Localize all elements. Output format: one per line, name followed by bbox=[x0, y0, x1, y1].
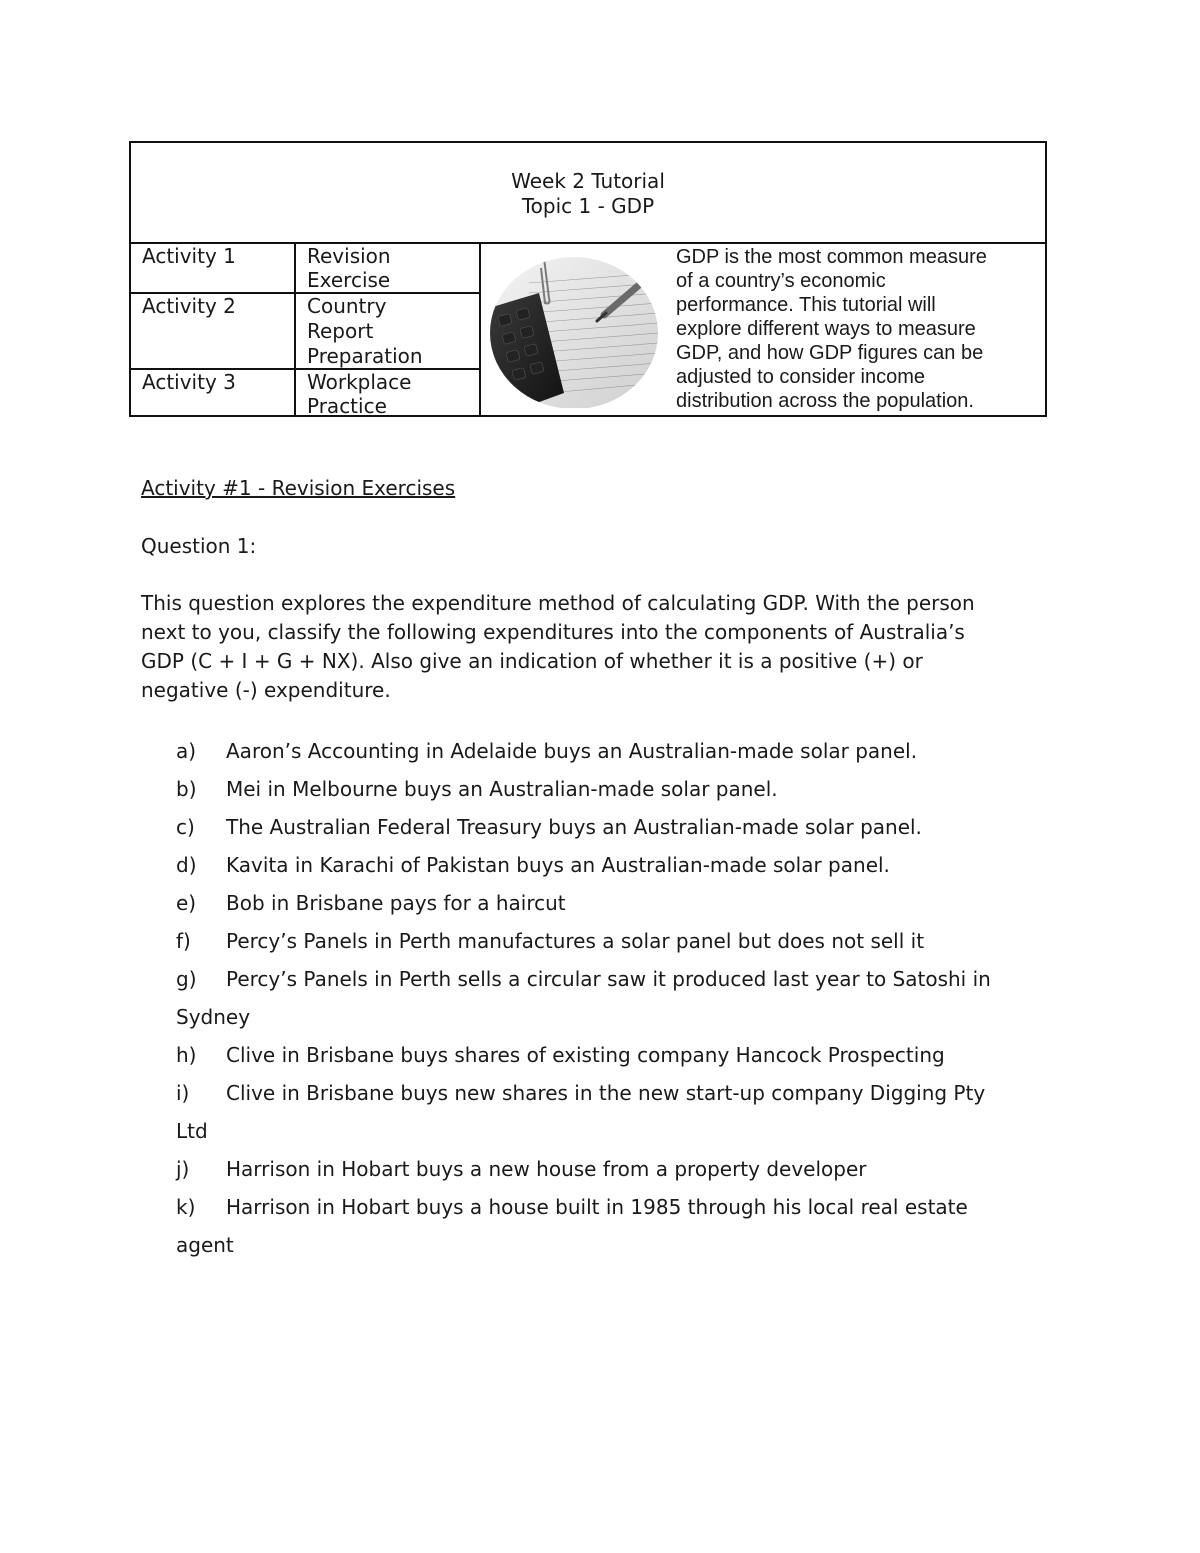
list-item-text: Aaron’s Accounting in Adelaide buys an Australian-made solar panel. bbox=[226, 739, 918, 763]
list-marker: b) bbox=[176, 777, 197, 801]
list-item-text: Harrison in Hobart buys a house built in 1985 through his local real estate bbox=[226, 1195, 968, 1219]
list-item-text: Bob in Brisbane pays for a haircut bbox=[226, 891, 566, 915]
description-line: of a country’s economic bbox=[676, 270, 886, 292]
tutorial-header-table bbox=[129, 141, 1047, 417]
description-line: performance. This tutorial will bbox=[676, 294, 936, 316]
list-marker: a) bbox=[176, 739, 197, 763]
list-item bbox=[176, 846, 1076, 884]
intro-line: GDP (C + I + G + NX). Also give an indication of whether it is a positive (+) or bbox=[141, 649, 923, 673]
list-item bbox=[176, 1074, 1076, 1112]
expenditure-list bbox=[176, 732, 1076, 1264]
intro-line: This question explores the expenditure method of calculating GDP. With the person bbox=[141, 591, 975, 615]
activity-2-label: Activity 2 bbox=[142, 294, 236, 318]
question-label: Question 1: bbox=[141, 534, 257, 558]
list-item bbox=[176, 1150, 1076, 1188]
list-item-text: Harrison in Hobart buys a new house from a property developer bbox=[226, 1157, 867, 1181]
tutorial-description bbox=[676, 245, 1046, 413]
list-item bbox=[176, 1188, 1076, 1226]
intro-line: negative (-) expenditure. bbox=[141, 678, 391, 702]
list-item-text: Kavita in Karachi of Pakistan buys an Australian-made solar panel. bbox=[226, 853, 890, 877]
activity-2-line-1: Country bbox=[307, 294, 387, 318]
list-item bbox=[176, 960, 1076, 998]
list-marker: i) bbox=[176, 1081, 190, 1105]
section-heading: Activity #1 - Revision Exercises bbox=[141, 476, 456, 500]
list-item-text: Mei in Melbourne buys an Australian-made solar panel. bbox=[226, 777, 778, 801]
calculator-pen-photo bbox=[489, 253, 659, 408]
activity-3-line-2: Practice bbox=[307, 394, 387, 418]
list-marker: g) bbox=[176, 967, 197, 991]
description-line: distribution across the population. bbox=[676, 390, 974, 412]
list-marker: e) bbox=[176, 891, 197, 915]
description-line: GDP, and how GDP figures can be bbox=[676, 342, 984, 364]
list-marker: k) bbox=[176, 1195, 196, 1219]
column-divider-2 bbox=[479, 242, 481, 417]
column-divider-1 bbox=[294, 242, 296, 417]
list-item-text: The Australian Federal Treasury buys an Australian-made solar panel. bbox=[226, 815, 922, 839]
page-subtitle: Topic 1 - GDP bbox=[521, 194, 655, 218]
list-item-text: Clive in Brisbane buys new shares in the new start-up company Digging Pty bbox=[226, 1081, 986, 1105]
activity-1-line-1: Revision bbox=[307, 244, 391, 268]
activity-3-line-1: Workplace bbox=[307, 370, 412, 394]
activity-1-label: Activity 1 bbox=[142, 244, 236, 268]
list-item-text: Clive in Brisbane buys shares of existing company Hancock Prospecting bbox=[226, 1043, 945, 1067]
description-line: explore different ways to measure bbox=[676, 318, 976, 340]
list-item bbox=[176, 770, 1076, 808]
list-item bbox=[176, 884, 1076, 922]
header-title-area bbox=[131, 143, 1045, 243]
description-line: adjusted to consider income bbox=[676, 366, 926, 388]
title-divider bbox=[131, 242, 1045, 244]
list-marker: f) bbox=[176, 929, 191, 953]
list-item bbox=[176, 922, 1076, 960]
activity-1-line-2: Exercise bbox=[307, 268, 391, 292]
list-marker: j) bbox=[176, 1157, 190, 1181]
list-item-continuation: Ltd bbox=[176, 1119, 208, 1143]
question-intro bbox=[141, 589, 1061, 705]
activity-2-line-2: Report bbox=[307, 319, 374, 343]
list-marker: c) bbox=[176, 815, 195, 839]
list-item bbox=[176, 732, 1076, 770]
activity-2-line-3: Preparation bbox=[307, 344, 423, 368]
list-marker: d) bbox=[176, 853, 197, 877]
activity-3-label: Activity 3 bbox=[142, 370, 236, 394]
list-marker: h) bbox=[176, 1043, 197, 1067]
list-item bbox=[176, 1036, 1076, 1074]
intro-line: next to you, classify the following expenditures into the components of Australia’s bbox=[141, 620, 965, 644]
list-item-continuation: agent bbox=[176, 1233, 234, 1257]
list-item-text: Percy’s Panels in Perth manufactures a solar panel but does not sell it bbox=[226, 929, 925, 953]
description-line: GDP is the most common measure bbox=[676, 246, 987, 268]
list-item bbox=[176, 808, 1076, 846]
page-title: Week 2 Tutorial bbox=[511, 169, 665, 193]
list-item-continuation: Sydney bbox=[176, 1005, 251, 1029]
list-item-text: Percy’s Panels in Perth sells a circular saw it produced last year to Satoshi in bbox=[226, 967, 991, 991]
